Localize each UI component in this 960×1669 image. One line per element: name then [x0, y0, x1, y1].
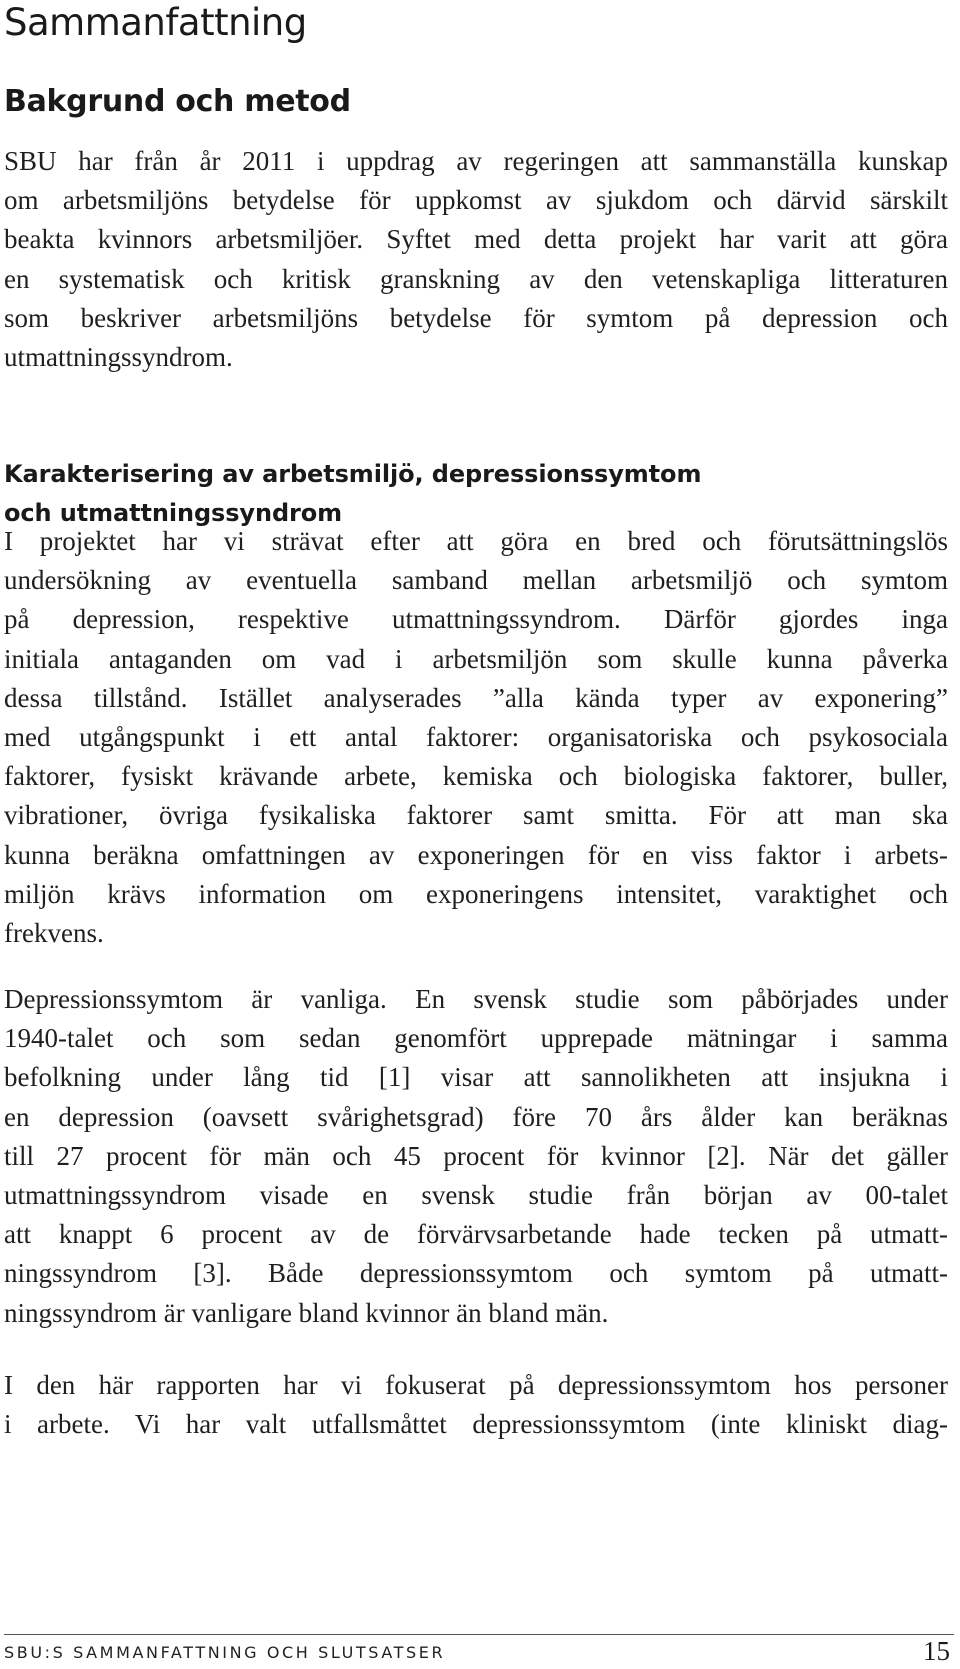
paragraph-bakgrund: [4, 142, 948, 377]
section-heading-bakgrund: Bakgrund och metod: [4, 84, 351, 119]
text-line: på depression, respektive utmattningssyndrom. Därför gjordes inga: [4, 604, 948, 635]
text-line: SBU har från år 2011 i uppdrag av regeringen att sammanställa kunskap: [4, 146, 948, 176]
text-line: Depressionssymtom är vanliga. En svensk studie som påbörjades under: [4, 984, 948, 1014]
text-line: en depression (oavsett svårighetsgrad) före 70 års ålder kan beräknas: [4, 1101, 948, 1132]
footer-label: SBU:S SAMMANFATTNING OCH SLUTSATSER: [4, 1643, 446, 1662]
text-line: till 27 procent för män och 45 procent för kvinnor [2]. När det gäller: [4, 1140, 948, 1171]
paragraph-rapporten: [4, 1366, 948, 1444]
text-line: faktorer, fysiskt krävande arbete, kemiska och biologiska faktorer, buller,: [4, 761, 948, 792]
text-line: ningssyndrom [3]. Både depressionssymtom och symtom på utmatt-: [4, 1258, 948, 1289]
page-title: Sammanfattning: [4, 1, 307, 44]
text-line: I den här rapporten har vi fokuserat på depressionssymtom hos personer: [4, 1370, 948, 1400]
text-line: kunna beräkna omfattningen av exponeringen för en viss faktor i arbets-: [4, 839, 948, 870]
page-number: 15: [923, 1636, 950, 1666]
text-line: en systematisk och kritisk granskning av den vetenskapliga litteraturen: [4, 263, 948, 294]
text-line: initiala antaganden om vad i arbetsmiljön som skulle kunna påverka: [4, 643, 948, 674]
text-line: undersökning av eventuella samband mellan arbetsmiljö och symtom: [4, 565, 948, 596]
text-line: vibrationer, övriga fysikaliska faktorer samt smitta. För att man ska: [4, 800, 948, 831]
paragraph-projektet: [4, 522, 948, 953]
text-line: dessa tillstånd. Istället analyserades ”alla kända typer av exponering”: [4, 682, 948, 713]
text-line: om arbetsmiljöns betydelse för uppkomst av sjukdom och därvid särskilt: [4, 185, 948, 216]
text-line: i arbete. Vi har valt utfallsmåttet depressionssymtom (inte kliniskt diag-: [4, 1409, 948, 1440]
text-line: att knappt 6 procent av de förvärvsarbetande hade tecken på utmatt-: [4, 1219, 948, 1250]
text-line: miljön krävs information om exponeringens intensitet, varaktighet och: [4, 878, 948, 909]
paragraph-depressionssymtom: [4, 980, 948, 1333]
text-line: med utgångspunkt i ett antal faktorer: organisatoriska och psykosociala: [4, 722, 948, 753]
text-line: ningssyndrom är vanligare bland kvinnor än bland män.: [4, 1297, 609, 1328]
text-line: frekvens.: [4, 918, 104, 949]
heading-line: Karakterisering av arbetsmiljö, depressionssymtom: [4, 460, 702, 488]
text-line: utmattningssyndrom.: [4, 342, 233, 373]
text-line: I projektet har vi strävat efter att göra en bred och förutsättningslös: [4, 526, 948, 556]
text-line: som beskriver arbetsmiljöns betydelse för symtom på depression och: [4, 302, 948, 333]
text-line: beakta kvinnors arbetsmiljöer. Syftet med detta projekt har varit att göra: [4, 224, 948, 255]
heading-line: och utmattningssyndrom: [4, 499, 343, 527]
footer-divider: [4, 1634, 954, 1635]
text-line: befolkning under lång tid [1] visar att sannolikheten att insjukna i: [4, 1062, 948, 1093]
text-line: 1940-talet och som sedan genomfört upprepade mätningar i samma: [4, 1023, 948, 1054]
text-line: utmattningssyndrom visade en svensk studie från början av 00-talet: [4, 1180, 948, 1211]
